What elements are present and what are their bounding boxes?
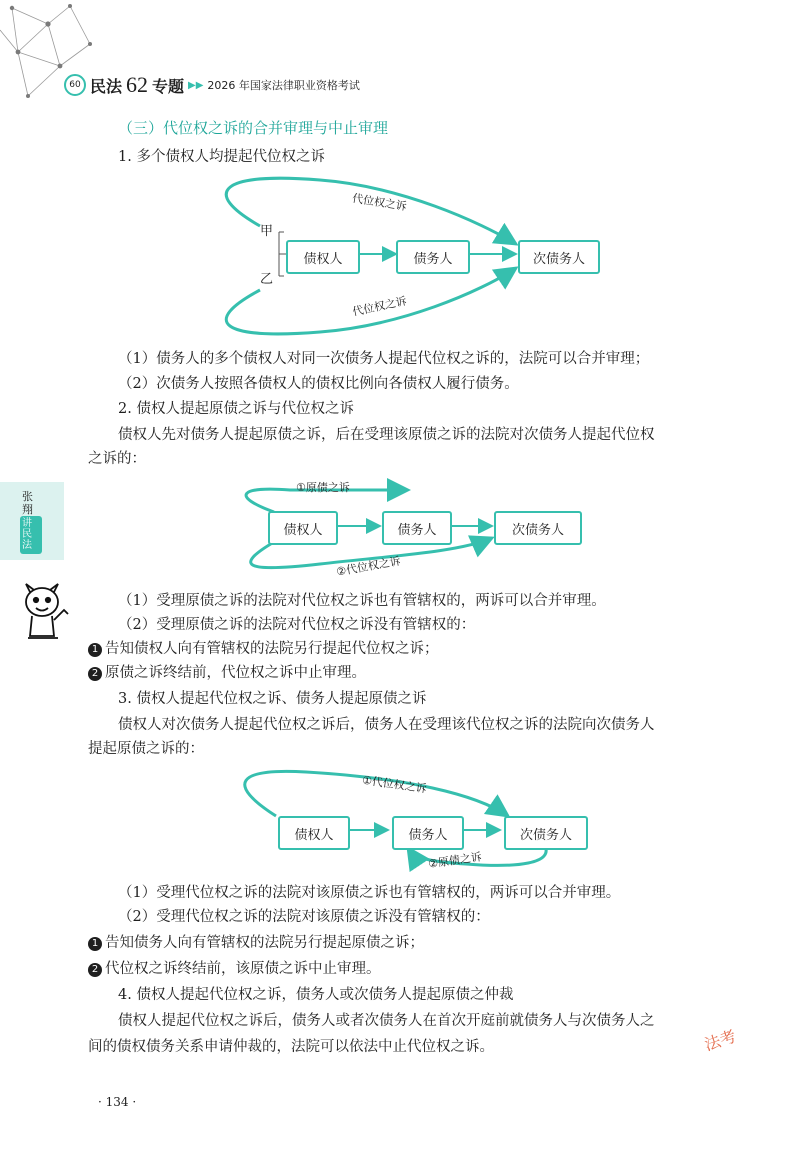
sub1-point-1: （1）债务人的多个债权人对同一次债务人提起代位权之诉的，法院可以合并审理；: [118, 351, 650, 367]
diagram3-debtor-box: 债务人: [392, 816, 464, 850]
diagram3-arc-top-label: ①代位权之诉: [361, 773, 428, 796]
sub4-heading: 4. 债权人提起代位权之诉，债务人或次债务人提起原债之仲裁: [118, 987, 514, 1003]
sub3-bullet-1: [88, 932, 424, 954]
bullet-1-icon: 1: [88, 643, 102, 657]
header-subject: 民法: [90, 76, 123, 96]
diagram3-subdebtor-box: 次债务人: [504, 816, 588, 850]
side-tab-tag: 讲民法: [22, 518, 32, 551]
sub2-bullet-1: [88, 638, 439, 660]
sub2-point-2: （2）受理原债之诉的法院对代位权之诉没有管辖权的：: [118, 617, 476, 633]
diagram2-arc-bottom-label: ②代位权之诉: [335, 554, 402, 579]
diagram2-subdebtor-box: 次债务人: [494, 511, 582, 545]
header-exam: 2026 年国家法律职业资格考试: [207, 79, 360, 92]
sub3-point-1: （1）受理代位权之诉的法院对该原债之诉也有管辖权的，两诉可以合并审理。: [118, 885, 621, 901]
side-tab-name: 张翔: [22, 490, 33, 516]
sub2-bullet-2: [88, 662, 366, 684]
sub2-point-1: （1）受理原债之诉的法院对代位权之诉也有管辖权的，两诉可以合并审理。: [118, 593, 606, 609]
sub3-bullet-2-text: 代位权之诉终结前，该原债之诉中止审理。: [105, 961, 381, 977]
sub2-heading: 2. 债权人提起原债之诉与代位权之诉: [118, 401, 354, 417]
diagram2-creditor-box: 债权人: [268, 511, 338, 545]
sub1-heading: 1. 多个债权人均提起代位权之诉: [118, 149, 325, 165]
diagram1-subdebtor-box: 次债务人: [518, 240, 600, 274]
diagram1-yi: 乙: [260, 272, 274, 287]
page-number: · 134 ·: [98, 1095, 137, 1109]
mascot-icon: [18, 580, 74, 642]
circle-mark: 60: [64, 74, 86, 96]
diagram1-creditor-box: 债权人: [286, 240, 360, 274]
stamp: 法考: [702, 1026, 739, 1055]
header-topic: 专题: [152, 76, 185, 96]
diagram2-debtor-box: 债务人: [382, 511, 452, 545]
header-number: 62: [126, 72, 149, 97]
sub2-para-line-2: 之诉的：: [88, 451, 146, 467]
sub3-para-line-1: 债权人对次债务人提起代位权之诉后，债务人在受理该代位权之诉的法院向次债务人: [118, 717, 655, 733]
sub4-para-line-2: 间的债权债务关系申请仲裁的，法院可以依法中止代位权之诉。: [88, 1039, 494, 1055]
diagram1-jia: 甲: [260, 224, 274, 239]
bullet-1-icon: 1: [88, 937, 102, 951]
bullet-2-icon: 2: [88, 667, 102, 681]
diagram3-arc-bottom-label: ②原债之诉: [427, 850, 483, 871]
running-header: [64, 74, 360, 96]
sub2-bullet-2-text: 原债之诉终结前，代位权之诉中止审理。: [105, 665, 366, 681]
diagram1-arc-top-label: 代位权之诉: [351, 191, 408, 214]
diagram3-creditor-box: 债权人: [278, 816, 350, 850]
sub3-bullet-2: [88, 958, 381, 980]
sub2-para-line-1: 债权人先对债务人提起原债之诉，后在受理该原债之诉的法院对次债务人提起代位权: [118, 427, 655, 443]
sub3-para-line-2: 提起原债之诉的：: [88, 741, 204, 757]
sub3-heading: 3. 债权人提起代位权之诉、债务人提起原债之诉: [118, 691, 427, 707]
sub2-bullet-1-text: 告知债权人向有管辖权的法院另行提起代位权之诉；: [105, 641, 439, 657]
sub4-para-line-1: 债权人提起代位权之诉后，债务人或者次债务人在首次开庭前就债务人与次债务人之: [118, 1013, 655, 1029]
sub3-point-2: （2）受理代位权之诉的法院对该原债之诉没有管辖权的：: [118, 909, 490, 925]
sub1-point-2: （2）次债务人按照各债权人的债权比例向各债权人履行债务。: [118, 376, 519, 392]
header-arrow-icon: ▶▶: [188, 79, 204, 91]
section-title: （三）代位权之诉的合并审理与中止审理: [118, 119, 389, 137]
diagram2-arc-top-label: ①原债之诉: [296, 481, 350, 494]
diagram1-arc-bottom-label: 代位权之诉: [351, 294, 408, 319]
diagram1-debtor-box: 债务人: [396, 240, 470, 274]
bullet-2-icon: 2: [88, 963, 102, 977]
sub3-bullet-1-text: 告知债务人向有管辖权的法院另行提起原债之诉；: [105, 935, 424, 951]
